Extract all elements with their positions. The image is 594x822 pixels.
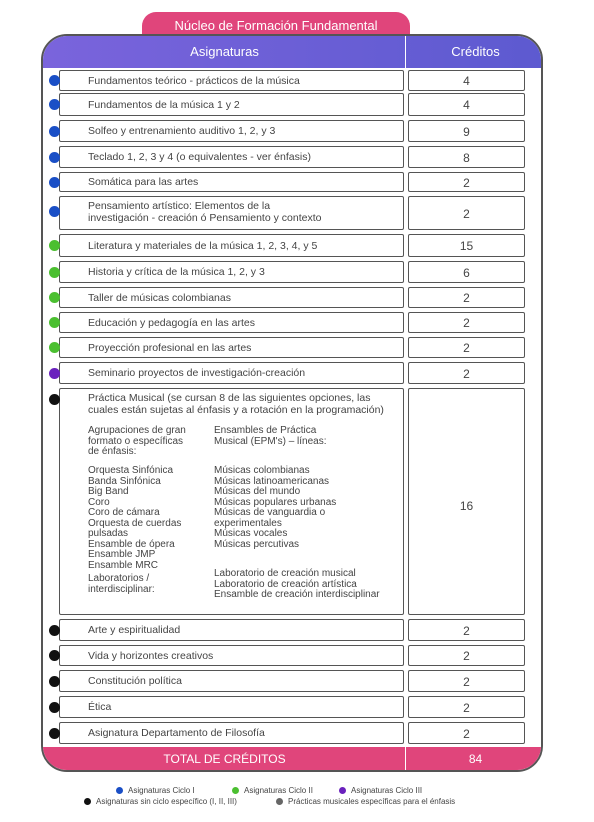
- purple-dot-icon: [339, 787, 346, 794]
- table-row: [43, 668, 541, 692]
- credits-cell: 16: [408, 388, 525, 615]
- subject-name: Teclado 1, 2, 3 y 4 (o equivalentes - ver énfasis): [88, 151, 311, 163]
- legend-item-practicas: [276, 797, 455, 806]
- credits-cell: 9: [408, 120, 525, 142]
- credits-cell: 2: [408, 312, 525, 333]
- table-row: [43, 68, 541, 91]
- legend-item-ciclo2: [232, 786, 313, 795]
- section-title-tab: Núcleo de Formación Fundamental: [142, 12, 410, 40]
- table-row: [43, 694, 541, 718]
- table-row: [43, 259, 541, 283]
- purple-dot-icon: [49, 368, 60, 379]
- credits-cell: 6: [408, 261, 525, 283]
- credits-cell: 2: [408, 337, 525, 358]
- table-row: [43, 360, 541, 384]
- legend-label: Asignaturas sin ciclo específico (I, II, III): [96, 797, 237, 806]
- subject-name: Educación y pedagogía en las artes: [88, 317, 255, 329]
- blue-dot-icon: [49, 152, 60, 163]
- credits-cell: 2: [408, 670, 525, 692]
- table-row: [43, 232, 541, 257]
- total-row: [43, 747, 541, 772]
- subject-name: Fundamentos teórico - prácticos de la música: [88, 75, 300, 87]
- total-value: 84: [468, 752, 483, 766]
- total-label: TOTAL DE CRÉDITOS: [163, 752, 286, 766]
- credits-cell: 2: [408, 196, 525, 230]
- black-dot-icon: [84, 798, 91, 805]
- green-dot-icon: [49, 317, 60, 328]
- subject-name: Proyección profesional en las artes: [88, 342, 252, 354]
- credits-cell: 2: [408, 619, 525, 641]
- gray-dot-icon: [276, 798, 283, 805]
- blue-dot-icon: [49, 75, 60, 86]
- credits-cell: 8: [408, 146, 525, 168]
- black-dot-icon: [49, 702, 60, 713]
- legend-item-ciclo3: [339, 786, 422, 795]
- table-row: [43, 617, 541, 641]
- practica-right-heading: Ensambles de Práctica Musical (EPM's) – líneas:: [214, 425, 327, 447]
- credits-cell: 2: [408, 172, 525, 192]
- black-dot-icon: [49, 394, 60, 405]
- credits-cell: 15: [408, 234, 525, 257]
- credits-cell: 2: [408, 287, 525, 308]
- blue-dot-icon: [49, 126, 60, 137]
- subject-name: Arte y espiritualidad: [88, 624, 181, 636]
- black-dot-icon: [49, 625, 60, 636]
- subject-name: Asignatura Departamento de Filosofía: [88, 727, 265, 739]
- subject-name: Constitución política: [88, 675, 182, 687]
- legend-label: Asignaturas Ciclo III: [351, 786, 423, 795]
- black-dot-icon: [49, 728, 60, 739]
- subject-name: Taller de músicas colombianas: [88, 292, 231, 304]
- blue-dot-icon: [116, 787, 123, 794]
- subject-name: Solfeo y entrenamiento auditivo 1, 2, y 3: [88, 125, 276, 137]
- table-row: [43, 285, 541, 308]
- credits-cell: 2: [408, 362, 525, 384]
- practica-right-lab: Laboratorio de creación musical Laboratorio de creación artística Ensamble de creación interdisciplinar: [214, 568, 380, 600]
- blue-dot-icon: [49, 99, 60, 110]
- table-row: [43, 386, 541, 615]
- green-dot-icon: [49, 292, 60, 303]
- table-row: [43, 194, 541, 230]
- green-dot-icon: [49, 267, 60, 278]
- credits-cell: 2: [408, 722, 525, 744]
- blue-dot-icon: [49, 206, 60, 217]
- subject-name: Vida y horizontes creativos: [88, 650, 214, 662]
- legend-label: Asignaturas Ciclo II: [244, 786, 313, 795]
- table-row: [43, 144, 541, 168]
- table-row: [43, 335, 541, 358]
- subject-name: Ética: [88, 701, 112, 713]
- practica-left-items: Orquesta Sinfónica Banda Sinfónica Big Band Coro Coro de cámara Orquesta de cuerdas pulsadas Ensamble de ópera Ensamble JMP Ensamble MRC: [88, 465, 182, 571]
- subject-name: Pensamiento artístico: Elementos de la investigación - creación ó Pensamiento y contexto: [88, 200, 322, 224]
- green-dot-icon: [49, 240, 60, 251]
- credits-cell: 2: [408, 696, 525, 718]
- table-row: [43, 720, 541, 744]
- table-header: [43, 36, 541, 68]
- practica-right-items: Músicas colombianas Músicas latinoamericanas Músicas del mundo Músicas populares urbanas Músicas de vanguardia o experimentales Músicas vocales Músicas percutivas: [214, 465, 337, 550]
- subject-name: Práctica Musical (se cursan 8 de las siguientes opciones, las cuales están sujetas al énfasis y a rotación en la programación): [88, 392, 384, 416]
- table-row: [43, 643, 541, 666]
- subject-name: Seminario proyectos de investigación-creación: [88, 367, 306, 379]
- legend-item-ciclo1: [116, 786, 195, 795]
- legend-label: Prácticas musicales específicas para el énfasis: [288, 797, 456, 806]
- curriculum-table: [41, 34, 543, 772]
- black-dot-icon: [49, 676, 60, 687]
- subject-name: Literatura y materiales de la música 1, 2, 3, 4, y 5: [88, 240, 318, 252]
- credits-cell: 4: [408, 70, 525, 91]
- subject-name: Fundamentos de la música 1 y 2: [88, 99, 240, 111]
- black-dot-icon: [49, 650, 60, 661]
- legend-item-sin-ciclo: [84, 797, 237, 806]
- practica-left-lab: Laboratorios / interdisciplinar:: [88, 573, 155, 595]
- credits-cell: 2: [408, 645, 525, 666]
- blue-dot-icon: [49, 177, 60, 188]
- subject-name: Somática para las artes: [88, 176, 199, 188]
- practica-left-heading: Agrupaciones de gran formato o específicas de énfasis:: [88, 425, 186, 457]
- credits-cell: 4: [408, 93, 525, 116]
- table-row: [43, 310, 541, 333]
- legend-label: Asignaturas Ciclo I: [128, 786, 195, 795]
- green-dot-icon: [49, 342, 60, 353]
- column-header-credits: Créditos: [451, 44, 500, 59]
- column-header-subjects: Asignaturas: [190, 44, 259, 59]
- table-row: [43, 91, 541, 116]
- table-row: [43, 118, 541, 142]
- subject-name: Historia y crítica de la música 1, 2, y 3: [88, 266, 265, 278]
- green-dot-icon: [232, 787, 239, 794]
- table-row: [43, 170, 541, 192]
